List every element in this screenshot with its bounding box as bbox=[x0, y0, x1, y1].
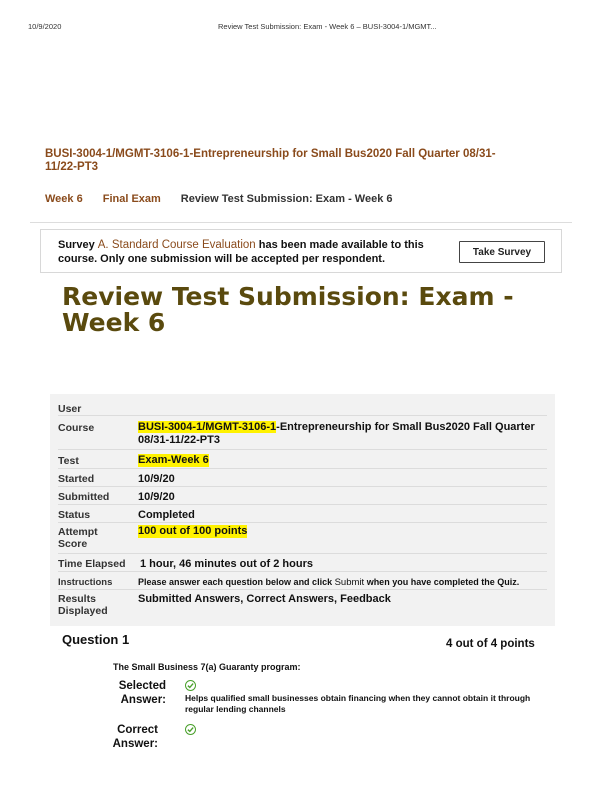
submission-details bbox=[50, 394, 555, 626]
row-user bbox=[58, 402, 547, 416]
row-instructions bbox=[58, 573, 547, 590]
instructions-value bbox=[138, 576, 543, 589]
row-status bbox=[58, 506, 547, 523]
time-elapsed-value: 1 hour, 46 minutes out of 2 hours bbox=[140, 558, 313, 570]
attempt-score-label: Attempt Score bbox=[58, 526, 98, 550]
survey-notice bbox=[40, 229, 562, 273]
selected-answer-label: Selected Answer: bbox=[118, 680, 166, 706]
survey-name: A. Standard Course Evaluation bbox=[97, 239, 256, 251]
breadcrumb-current: Review Test Submission: Exam - Week 6 bbox=[180, 193, 393, 205]
survey-prefix: Survey bbox=[58, 239, 95, 251]
started-label: Started bbox=[58, 473, 95, 485]
course-label: Course bbox=[58, 422, 95, 434]
survey-message bbox=[58, 238, 438, 266]
survey-suffix: has been made available to this course. Only one submission will be accepted per respondent. bbox=[58, 239, 424, 265]
course-rest: -Entrepreneurship for Small Bus2020 Fall Quarter 08/31-11/22-PT3 bbox=[138, 421, 535, 446]
selected-answer-text: Helps qualified small businesses obtain financing when they cannot obtain it through regular lending channels bbox=[185, 693, 531, 714]
attempt-score-value: 100 out of 100 points bbox=[138, 525, 248, 537]
check-circle-icon bbox=[185, 724, 196, 735]
instructions-label: Instructions bbox=[58, 577, 113, 588]
print-title: Review Test Submission: Exam - Week 6 – BUSI-3004-1/MGMT... bbox=[218, 22, 437, 31]
instructions-pre: Please answer each question below and click bbox=[138, 577, 333, 587]
submitted-value: 10/9/20 bbox=[138, 491, 175, 503]
results-displayed-value: Submitted Answers, Correct Answers, Feedback bbox=[138, 593, 391, 605]
test-label: Test bbox=[58, 455, 79, 467]
user-label: User bbox=[58, 403, 82, 415]
breadcrumb-week6[interactable]: Week 6 bbox=[45, 193, 83, 205]
page-title: Review Test Submission: Exam - Week 6 bbox=[62, 282, 514, 337]
row-time-elapsed bbox=[58, 555, 547, 572]
instructions-post: when you have completed the Quiz. bbox=[366, 577, 520, 587]
row-test bbox=[58, 451, 547, 469]
check-circle-icon bbox=[185, 680, 196, 691]
take-survey-button[interactable]: Take Survey bbox=[459, 241, 545, 263]
correct-answer-label: Correct Answer: bbox=[112, 724, 158, 750]
row-started bbox=[58, 470, 547, 487]
instructions-submit-word: Submit bbox=[334, 577, 365, 588]
row-course bbox=[58, 418, 547, 450]
status-label: Status bbox=[58, 509, 91, 521]
question-title: Question 1 bbox=[62, 632, 130, 647]
course-value bbox=[138, 421, 543, 447]
question-text: The Small Business 7(a) Guaranty program: bbox=[113, 662, 301, 672]
row-results-displayed bbox=[58, 591, 547, 621]
course-code: BUSI-3004-1/MGMT-3106-1 bbox=[138, 421, 277, 433]
course-title-link[interactable]: BUSI-3004-1/MGMT-3106-1-Entrepreneurship for Small Bus2020 Fall Quarter 08/31-11/22-PT3 bbox=[45, 148, 496, 173]
results-displayed-label: Results Displayed bbox=[58, 593, 108, 617]
breadcrumb-final-exam[interactable]: Final Exam bbox=[102, 193, 161, 205]
breadcrumb bbox=[45, 193, 393, 205]
row-attempt-score bbox=[58, 524, 547, 554]
breadcrumb-divider bbox=[30, 222, 572, 223]
status-value: Completed bbox=[138, 509, 195, 521]
test-value: Exam-Week 6 bbox=[138, 454, 209, 466]
started-value: 10/9/20 bbox=[138, 473, 175, 485]
time-elapsed-label: Time Elapsed bbox=[58, 558, 126, 570]
submitted-label: Submitted bbox=[58, 491, 110, 503]
row-submitted bbox=[58, 488, 547, 505]
print-date: 10/9/2020 bbox=[28, 22, 62, 31]
question-points: 4 out of 4 points bbox=[446, 638, 535, 650]
